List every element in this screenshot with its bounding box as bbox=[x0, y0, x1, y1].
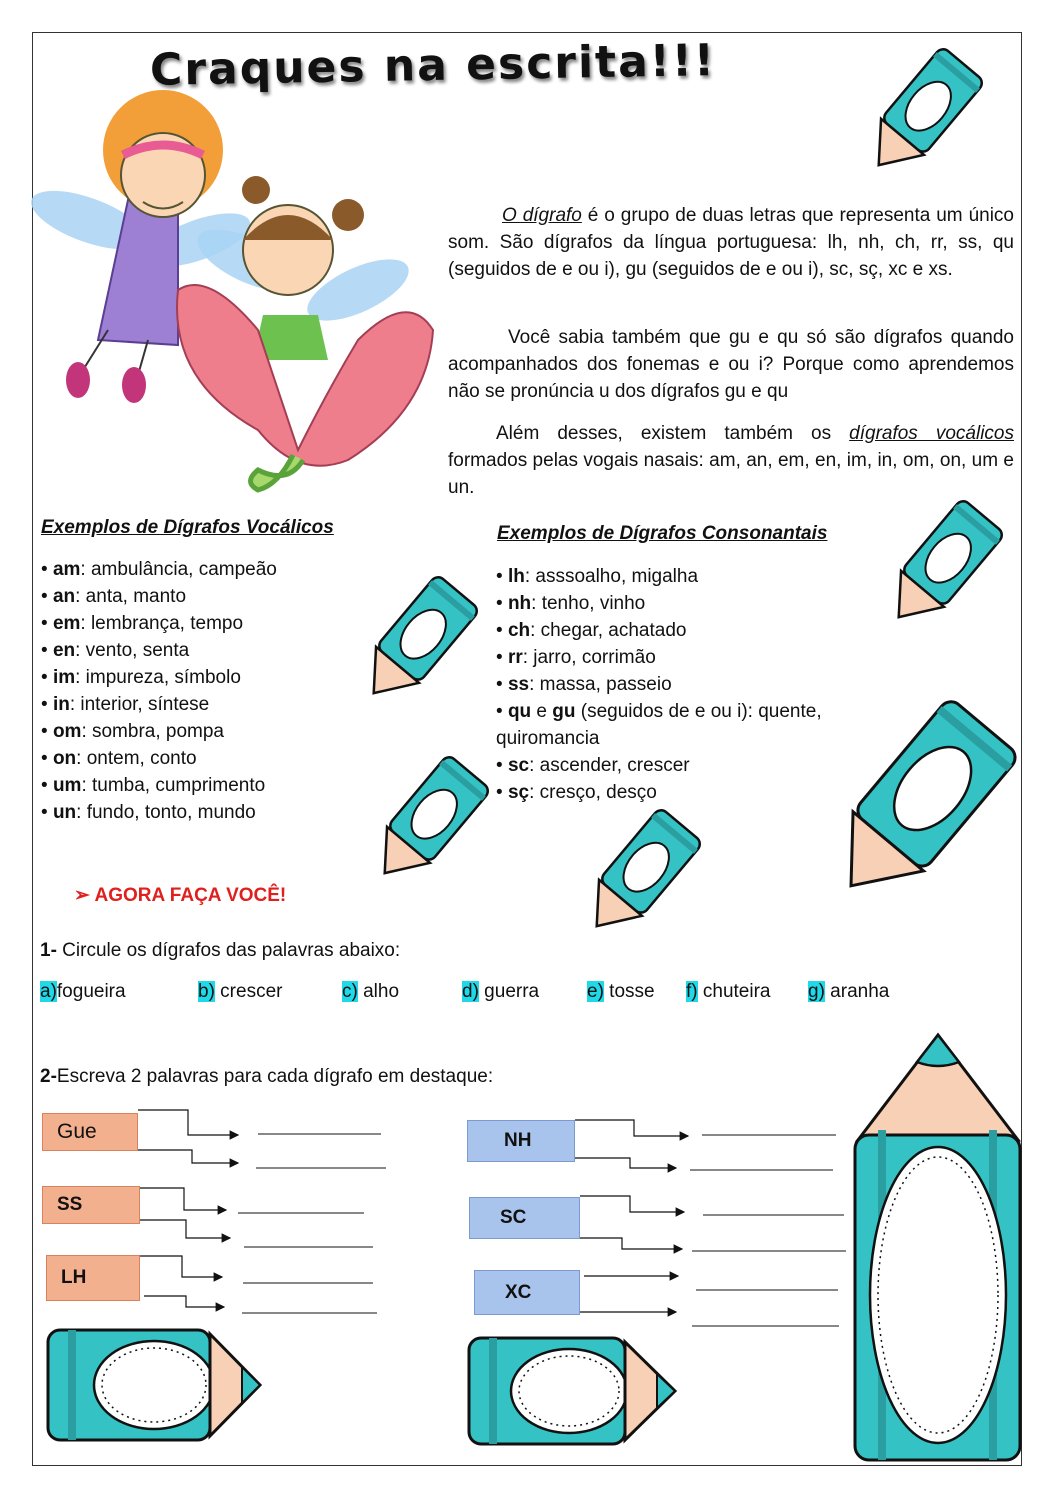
arrow-bullet-icon: ➢ bbox=[74, 885, 95, 906]
vocalic-heading: Exemplos de Dígrafos Vocálicos bbox=[41, 517, 334, 538]
digraph-tag-xc: XC bbox=[474, 1270, 580, 1315]
list-item: • ch: chegar, achatado bbox=[496, 620, 687, 641]
intro-p3-rest: formados pelas vogais nasais: am, an, em, en, im, in, om, on, um e un. bbox=[448, 450, 1014, 498]
q2-number: 2- bbox=[40, 1066, 57, 1087]
digraph-tag-gue: Gue bbox=[42, 1113, 138, 1151]
list-item: • um: tumba, cumprimento bbox=[41, 775, 266, 796]
option-a: a)fogueira bbox=[40, 981, 126, 1002]
list-item: • on: ontem, conto bbox=[41, 748, 197, 769]
list-item: • en: vento, senta bbox=[41, 640, 190, 661]
cta-text: AGORA FAÇA VOCÊ! bbox=[94, 885, 287, 906]
page-title: Craques na escrita!!! bbox=[149, 35, 717, 96]
pencil-icon bbox=[44, 1326, 264, 1446]
list-item: • lh: asssoalho, migalha bbox=[496, 566, 699, 587]
list-item: • rr: jarro, corrimão bbox=[496, 647, 656, 668]
digraph-tag-nh: NH bbox=[467, 1120, 575, 1162]
option-f: f) chuteira bbox=[686, 981, 771, 1002]
digraph-tag-sc: SC bbox=[469, 1197, 580, 1239]
list-item: • sc: ascender, crescer bbox=[496, 755, 690, 776]
intro-p3-start: Além desses, existem também os bbox=[496, 423, 850, 444]
list-item: • nh: tenho, vinho bbox=[496, 593, 646, 614]
digraph-tag-lh: LH bbox=[46, 1255, 140, 1301]
list-item: • am: ambulância, campeão bbox=[41, 559, 277, 580]
term-digrafo: O dígrafo bbox=[502, 205, 582, 226]
q1-number: 1- bbox=[40, 940, 57, 961]
list-item: • an: anta, manto bbox=[41, 586, 187, 607]
intro-p1-text: é o grupo de duas letras que representa um único som. São dígrafos da língua portuguesa: lh, nh, ch, rr, ss, qu (seguidos de e ou i), gu (seguidos de e ou i), sc, sç, xc e xs. bbox=[448, 205, 1014, 280]
list-item: • in: interior, síntese bbox=[41, 694, 210, 715]
pencil-icon bbox=[465, 1334, 680, 1450]
option-c: c) alho bbox=[342, 981, 400, 1002]
list-item: • sç: cresço, desço bbox=[496, 782, 657, 803]
list-item: • qu e gu (seguidos de e ou i): quente, bbox=[496, 701, 822, 722]
option-d: d) guerra bbox=[462, 981, 540, 1002]
list-item: • im: impureza, símbolo bbox=[41, 667, 241, 688]
option-b: b) crescer bbox=[198, 981, 283, 1002]
list-item: • un: fundo, tonto, mundo bbox=[41, 802, 256, 823]
option-g: g) aranha bbox=[808, 981, 890, 1002]
q1-prompt: Circule os dígrafos das palavras abaixo: bbox=[56, 940, 401, 961]
option-e: e) tosse bbox=[587, 981, 655, 1002]
q2-prompt: Escreva 2 palavras para cada dígrafo em destaque: bbox=[56, 1066, 494, 1087]
large-pencil-icon bbox=[850, 1030, 1025, 1465]
list-item: • om: sombra, pompa bbox=[41, 721, 225, 742]
list-item: • ss: massa, passeio bbox=[496, 674, 672, 695]
intro-paragraph-2: Você sabia também que gu e qu só são dígrafos quando acompanhados dos fonemas e ou i? Porque como aprendemos não se pronúncia u dos dígrafos gu e qu bbox=[448, 327, 1014, 402]
list-item: • em: lembrança, tempo bbox=[41, 613, 244, 634]
digraph-tag-ss: SS bbox=[42, 1186, 140, 1224]
consonantal-heading: Exemplos de Dígrafos Consonantais bbox=[497, 523, 828, 544]
list-item: quiromancia bbox=[496, 728, 600, 749]
term-digrafos-vocalicos: dígrafos vocálicos bbox=[849, 423, 1014, 444]
